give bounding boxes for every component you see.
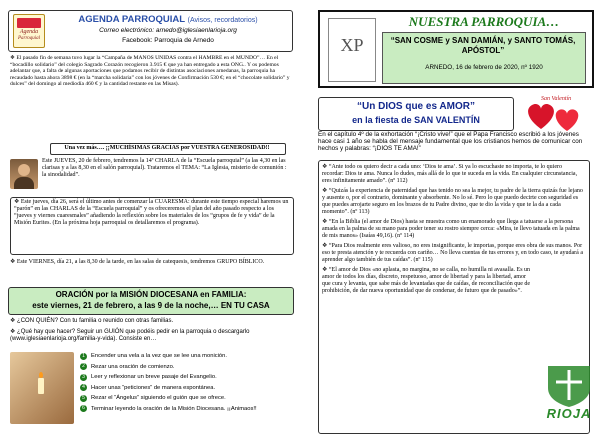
masthead-title: NUESTRA PARROQUIA… — [408, 14, 560, 29]
chi-rho-icon: XP — [340, 35, 364, 55]
friday-notice — [10, 259, 292, 266]
prayer-step — [80, 393, 294, 404]
agenda-facebook: Facebook: Parroquia de Arnedo — [122, 37, 214, 44]
agenda-logo-line2: Parroquial — [17, 36, 41, 41]
step-number-badge: 1 — [80, 353, 87, 360]
prayer-steps-list — [80, 351, 294, 414]
prayer-step-text: Terminar leyendo la oración de la Misión Diocesana. ¡¡Animaos!! — [91, 405, 257, 412]
friday-text: Este VIERNES, día 21, a las 8,30 de la tarde, en las salas de catequesis, tendremos GRUPO BÍBLICO. — [16, 259, 265, 265]
prayer-q1 — [10, 318, 292, 325]
prayer-step — [80, 404, 294, 415]
calendar-icon — [17, 18, 41, 28]
agenda-email: Correo electrónico: arnedo@iglesiaenlarioja.org — [99, 27, 237, 34]
date-issue: ARNEDO, 16 de febrero de 2020, nº 1920 — [425, 64, 543, 71]
prayer-q1-text: ¿CON QUIÉN? Con tu familia o reunido con otras familias. — [17, 318, 174, 324]
prayer-title-1: ORACIÓN por la MISIÓN DIOCESANA en FAMILIA: — [55, 290, 247, 299]
headline-box — [318, 97, 514, 131]
prayer-step — [80, 372, 294, 383]
quotes-list — [322, 164, 584, 295]
bullet-icon: ❖ — [322, 164, 329, 170]
prayer-step — [80, 362, 294, 373]
step-number-badge: 3 — [80, 374, 87, 381]
quote-text: “Para Dios realmente eres valioso, no eres insignificante, le importas, porque eres obra de sus manos. Por eso te presta atención y te recuerda con cariño… No lleva cuentas de tus errores y, en todo caso, te ayudará a aprender algo también de tus caídas”. (nº 115) — [322, 243, 583, 263]
bullet-icon: ❖ — [322, 267, 329, 273]
bullet-icon: ❖ — [10, 329, 18, 335]
bullet-icon: ❖ — [10, 55, 17, 61]
rioja-watermark — [540, 362, 598, 432]
quote-item — [322, 219, 584, 240]
agenda-subtitle: (Avisos, recordatorios) — [187, 17, 258, 24]
parish-name: “SAN COSME y SAN DAMIÁN, y SANTO TOMÁS, APÓSTOL” — [390, 36, 576, 55]
prayer-step-text: Encender una vela a la vez que se lee una monición. — [91, 353, 227, 360]
step-number-badge: 2 — [80, 363, 87, 370]
prayer-step-text: Leer y reflexionar un breve pasaje del Evangelio. — [91, 374, 217, 381]
bullet-icon: ❖ — [14, 199, 21, 205]
headline-2: en la fiesta de SAN VALENTÍN — [352, 115, 480, 125]
prayer-banner — [8, 287, 294, 315]
thanks-text: Una vez más…. ¡¡MUCHÍSIMAS GRACIAS por VUESTRA GENEROSIDAD!! — [64, 145, 270, 151]
bullet-icon: ❖ — [322, 243, 329, 249]
prayer-step — [80, 383, 294, 394]
quote-item — [322, 188, 584, 216]
valentine-label: San Valentín — [541, 96, 572, 102]
bullet-icon: ❖ — [10, 259, 17, 265]
quote-text: “Ante todo os quiero decir a cada uno: ‘Dios te ama’. Si ya lo escuchaste no importa, te lo quiero recordar: Dios te ama. Nunca lo dudes, más allá de lo que te suceda en la vida. En cualquier circunstancia, eres infinitamente amado”. (nº 112) — [322, 164, 578, 184]
prayer-q2-text: ¿Qué hay que hacer? Seguir un GUIÓN que podéis pedir en la parroquia o descargarlo (www.iglesiaenlarioja.org/familia-y-vida). Consiste en… — [10, 329, 250, 342]
campaign-notice — [10, 55, 292, 88]
family-photo — [10, 352, 74, 424]
bullet-icon: ❖ — [322, 219, 329, 225]
agenda-title: AGENDA PARROQUIAL — [78, 14, 186, 25]
step-number-badge: 5 — [80, 395, 87, 402]
prayer-step-text: Rezar el “Ángelus” siguiendo el guión que se ofrece. — [91, 395, 226, 402]
watermark-text: RIOJA — [546, 406, 592, 421]
person-icon — [18, 164, 30, 176]
quote-text: “En la Biblia (el amor de Dios) hasta se muestra como un enamorado que llega a tatuarse a la persona amada en la palma de su mano para poder tener su rostro siempre cerca: «Mira, te llevo tatuada en la palma de mis manos» (Isaías 49,16). (nº 114) — [322, 219, 580, 239]
agenda-logo — [13, 14, 45, 48]
prayer-step-text: Rezar una oración de comienzo. — [91, 363, 175, 370]
diocese-shield-icon — [540, 362, 598, 408]
valentine-image — [523, 93, 587, 135]
masthead-box — [318, 10, 594, 88]
flame-icon — [39, 372, 43, 378]
quote-item — [322, 164, 584, 185]
agenda-logo-line1: Agenda — [19, 29, 39, 35]
thursday-notice: Este JUEVES, 20 de febrero, tendremos la 14ª CHARLA de la “Escuela parroquial” (a las 4,30 en las clarisas y a las 8,30 en el salón parroquial). Trataremos el TEMA: “La Iglesia, misterio de comunión : la sinodalidad”. — [42, 158, 287, 178]
speaker-photo — [10, 159, 38, 189]
step-number-badge: 4 — [80, 384, 87, 391]
prayer-step — [80, 351, 294, 362]
bullet-icon: ❖ — [10, 318, 18, 324]
quote-item — [322, 243, 584, 264]
step-number-badge: 6 — [80, 405, 87, 412]
campaign-text: El pasado fin de semana tuvo lugar la “Campaña de MANOS UNIDAS contra el HAMBRE en el MUNDO”… En el “bocadillo solidario” del colegio Sagrado Corazón recogieron 3.915 € que ya han entregado a esta ONG.. Y os podemos adelantar que, a falta de algunas aportaciones que podamos recibir de distintas asociaciones arnedanas, la parroquia ha recaudado hasta ahora 3898 € (en la “marcha solidaria” con los jóvenes de Confirmación 530 €; en el “chocolate solidario” y dulces” del domingo al mediodía 460 € y la cantidad restante en las Misas). — [10, 55, 290, 88]
quote-text: “El amor de Dios «no aplasta, no margina, no se calla, no humilla ni avasalla. Es un amor de todos los días, discreto, respetuoso, amor de libertad y para la libertad, amor que cura y levanta, que sabe más de levantadas que de caídas, de reconciliación que de prohibición, de dar nueva oportunidad que de condenar, de futuro que de pasado»”. — [322, 267, 531, 294]
agenda-header — [8, 10, 293, 52]
lent-text: Este jueves, día 26, será el último antes de comenzar la CUARESMA: durante este tiempo especial haremos un “parón” en las CHARLAS de la “Escuela parroquial” y os ofreceremos el plan del año pasado respecto a los “jueves y viernes cuaresmales” añadiendo la reflexión sobre los materiales de los “grupos de fe y vida” de la Misión Eurites. (En la próxima hoja parroquial os detallaremos el programa). — [14, 199, 289, 226]
bullet-icon: ❖ — [322, 188, 329, 194]
prayer-q2 — [10, 329, 292, 343]
quote-text: “Quizás la experiencia de paternidad que has tenido no sea la mejor, tu padre de la tierra quizás fue lejano y ausente o, por el contrario, dominante y absorbente. No lo sé. Pero lo que puedo decirte con seguridad es que puedes arrojarte seguro en los brazos de tu Padre divino, que te dio la vida y que te la da a cada momento”. (nº 113) — [322, 188, 583, 215]
intro-text: En el capítulo 4º de la exhortación “¡Cristo vive!” que el Papa Francisco escribió a los jóvenes hace casi 1 año se habla del mensaje fundamental que los cristianos hemos de comunicar con hechos y palabras: “¡DIOS TE AMA!” — [318, 131, 583, 153]
prayer-step-text: Hacer unas “peticiones” de manera espontánea. — [91, 384, 216, 391]
candle-icon — [38, 378, 44, 394]
lent-notice — [14, 199, 290, 227]
headline-1: “Un DIOS que es AMOR” — [357, 101, 475, 112]
quote-item — [322, 267, 532, 295]
person-body-icon — [14, 177, 34, 189]
prayer-title-2: este viernes, 21 de febrero, a las 9 de la noche,… EN TU CASA — [32, 301, 270, 310]
emblem — [328, 18, 376, 82]
agenda-title-row — [47, 14, 289, 26]
